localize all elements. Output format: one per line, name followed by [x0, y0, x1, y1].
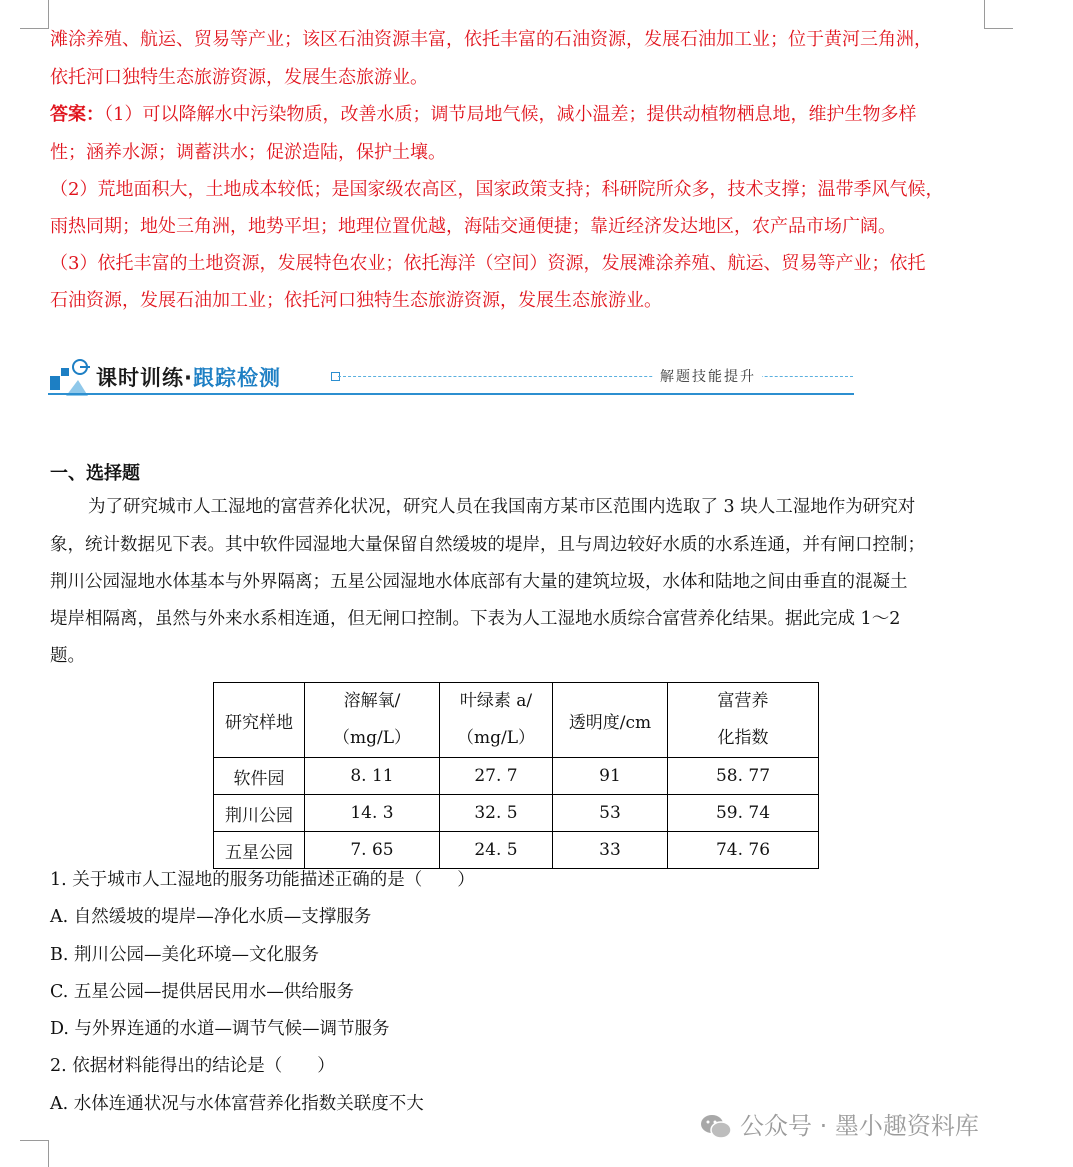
crop-mark-top-right [984, 0, 1013, 29]
passage-line-1: 为了研究城市人工湿地的富营养化状况，研究人员在我国南方某市区范围内选取了 3 块人工湿地作为研究对 [88, 497, 916, 517]
table-cell: 32. 5 [440, 795, 553, 832]
question-2-option-a: A. 水体连通状况与水体富营养化指数关联度不大 [50, 1094, 424, 1114]
table-row [214, 832, 819, 869]
table-row [214, 758, 819, 795]
answer-line-4: 性；涵养水源；调蓄洪水；促淤造陆，保护土壤。 [50, 142, 446, 163]
question-1: 1. 关于城市人工湿地的服务功能描述正确的是（ ） [50, 870, 475, 890]
passage-line-5: 题。 [50, 646, 85, 666]
answer-continuation-line-2: 依托河口独特生态旅游资源，发展生态旅游业。 [50, 67, 428, 88]
answer-line-8: 石油资源，发展石油加工业；依托河口独特生态旅游资源，发展生态旅游业。 [50, 290, 662, 311]
question-2: 2. 依据材料能得出的结论是（ ） [50, 1056, 335, 1076]
banner-title-part1: 课时训练 [96, 366, 184, 390]
answer-continuation-line-1: 滩涂养殖、航运、贸易等产业；该区石油资源丰富，依托丰富的石油资源，发展石油加工业；位于黄河三角洲， [50, 29, 932, 50]
table-row [214, 795, 819, 832]
banner-logo-icon [48, 356, 94, 398]
table-cell: 27. 7 [440, 758, 553, 795]
section-title: 一、选择题 [50, 463, 140, 484]
table-header-cell: 透明度/cm [553, 683, 668, 758]
table-cell: 24. 5 [440, 832, 553, 869]
table-cell: 53 [553, 795, 668, 832]
table-header-cell: 富营养 化指数 [668, 683, 819, 758]
table-cell: 7. 65 [305, 832, 440, 869]
table-cell: 14. 3 [305, 795, 440, 832]
banner-underline [48, 393, 854, 395]
table-cell: 74. 76 [668, 832, 819, 869]
answer-text-1: （1）可以降解水中污染物质，改善水质；调节局地气候，减小温差；提供动植物栖息地，维护生物多样 [104, 104, 917, 125]
table-cell: 33 [553, 832, 668, 869]
watermark [700, 1106, 979, 1141]
answer-label: 答案： [50, 104, 104, 125]
crop-mark-bottom-left [20, 1140, 49, 1167]
answer-line-7: （3）依托丰富的土地资源，发展特色农业；依托海洋（空间）资源，发展滩涂养殖、航运、贸易等产业；依托 [50, 253, 926, 274]
table-header-cell: 叶绿素 a/ （mg/L） [440, 683, 553, 758]
banner-dashed-line [338, 376, 853, 377]
table-header-cell: 溶解氧/ （mg/L） [305, 683, 440, 758]
answer-line-6: 雨热同期；地处三角洲，地势平坦；地理位置优越，海陆交通便捷；靠近经济发达地区，农产品市场广阔。 [50, 216, 896, 237]
question-1-option-b: B. 荆川公园—美化环境—文化服务 [50, 945, 319, 965]
wetland-data-table [213, 682, 819, 869]
question-1-option-a: A. 自然缓坡的堤岸—净化水质—支撑服务 [50, 907, 372, 927]
banner-subtitle: 解题技能提升 [654, 366, 762, 386]
banner-title [96, 362, 281, 392]
crop-mark-top-left [20, 0, 49, 29]
table-cell: 荆川公园 [214, 795, 305, 832]
table-cell: 58. 77 [668, 758, 819, 795]
section-banner [48, 356, 854, 400]
wechat-icon [700, 1113, 732, 1141]
table-header-cell: 研究样地 [214, 683, 305, 758]
table-cell: 8. 11 [305, 758, 440, 795]
question-1-option-d: D. 与外界连通的水道—调节气候—调节服务 [50, 1019, 390, 1039]
answer-line-5: （2）荒地面积大，土地成本较低；是国家级农高区，国家政策支持；科研院所众多，技术支撑；温带季风气候， [50, 179, 944, 200]
answer-line-3 [50, 103, 916, 127]
table-cell: 59. 74 [668, 795, 819, 832]
table-header-row [214, 683, 819, 758]
banner-dot: · [184, 366, 193, 390]
table-cell: 五星公园 [214, 832, 305, 869]
passage-line-2: 象，统计数据见下表。其中软件园湿地大量保留自然缓坡的堤岸，且与周边较好水质的水系连通，并有闸口控制； [50, 535, 925, 555]
watermark-text: 公众号 · 墨小趣资料库 [740, 1112, 979, 1140]
question-1-option-c: C. 五星公园—提供居民用水—供给服务 [50, 982, 354, 1002]
passage-line-3: 荆川公园湿地水体基本与外界隔离；五星公园湿地水体底部有大量的建筑垃圾，水体和陆地之间由垂直的混凝土 [50, 572, 908, 592]
table-cell: 软件园 [214, 758, 305, 795]
table-cell: 91 [553, 758, 668, 795]
passage-line-4: 堤岸相隔离，虽然与外来水系相连通，但无闸口控制。下表为人工湿地水质综合富营养化结果。据此完成 1～2 [50, 609, 901, 629]
banner-title-part2: 跟踪检测 [192, 366, 281, 390]
